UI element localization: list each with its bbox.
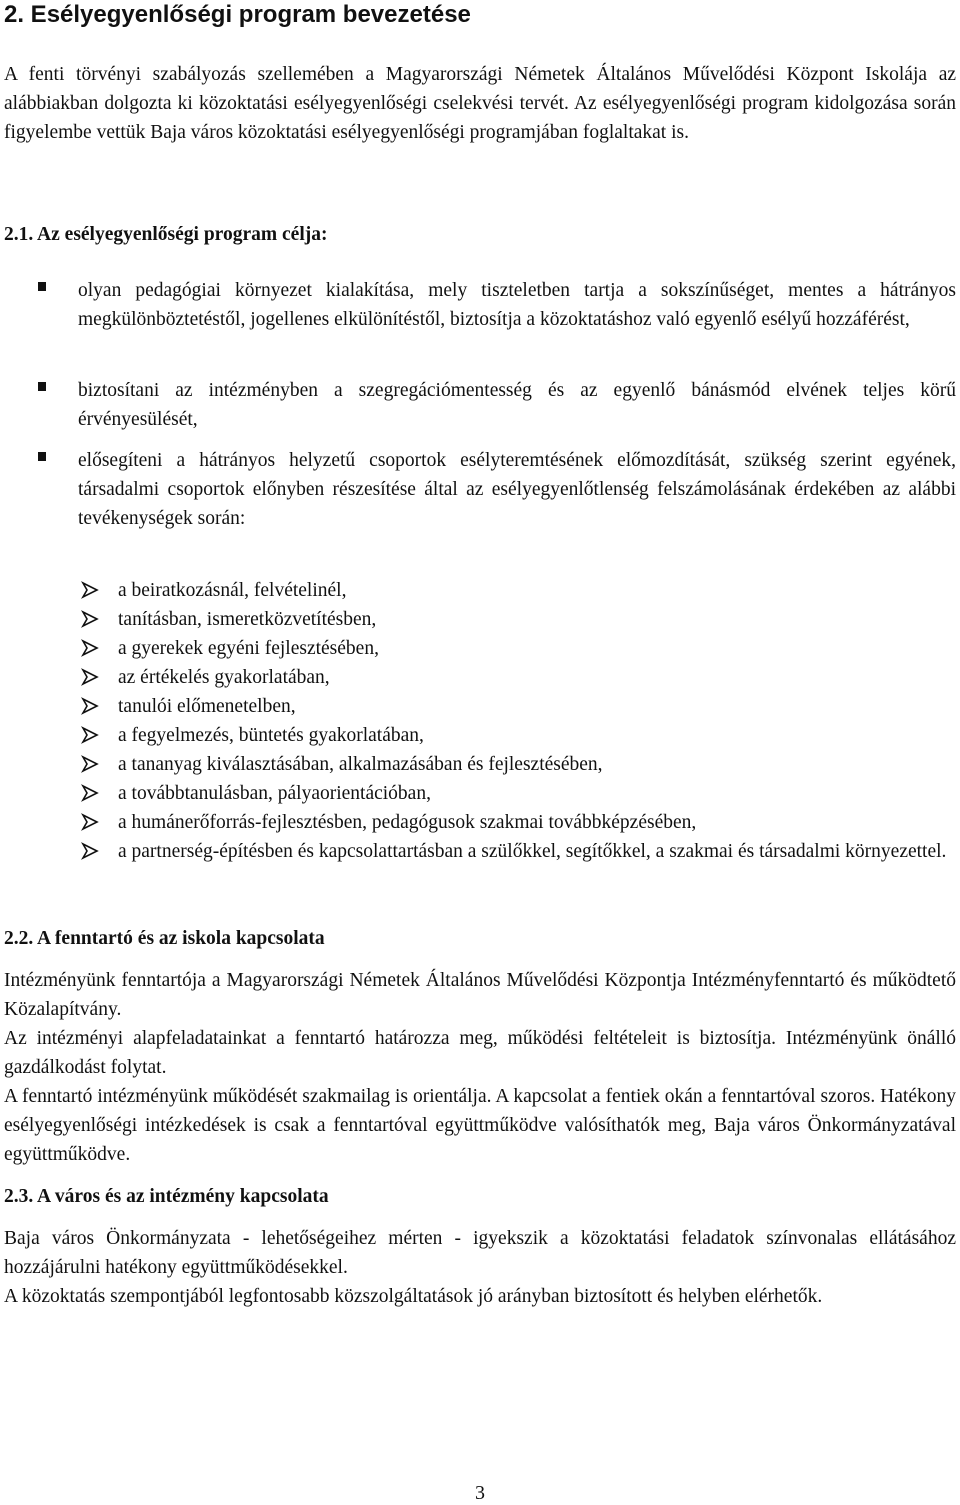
intro-paragraph: A fenti törvényi szabályozás szellemében a Magyarországi Németek Általános Művelődési Központ Iskolája az alábbiakban dolgozta ki közoktatási esélyegyenlőségi cselekvési tervét. Az esélyegyenlőségi program kidolgozása során figyelembe vettük Baja város közoktatási esélyegyenlőségi programjában foglaltakat is. bbox=[4, 64, 956, 143]
goal-item-2: biztosítani az intézményben a szegregációmentesség és az egyenlő bánásmód elvének teljes körű érvényesülését, bbox=[78, 380, 956, 430]
section-2-3-heading: 2.3. A város és az intézmény kapcsolata bbox=[4, 1186, 329, 1207]
city-paragraph-1: Baja város Önkormányzata - lehetőségeihez mérten - igyekszik a közoktatási feladatok színvonalas ellátásához hozzájárulni hatékony együttműködésekkel. bbox=[4, 1228, 956, 1278]
activity-item-5: tanulói előmenetelben, bbox=[118, 696, 296, 717]
arrow-bullet-icon bbox=[80, 783, 100, 803]
arrow-bullet-icon bbox=[80, 725, 100, 745]
activity-item-9: a humánerőforrás-fejlesztésben, pedagógusok szakmai továbbképzésében, bbox=[118, 812, 697, 833]
activity-item-8: a továbbtanulásban, pályaorientációban, bbox=[118, 783, 431, 804]
maintainer-paragraph-1: Intézményünk fenntartója a Magyarországi Németek Általános Művelődési Központja Intézményfenntartó és működtető Közalapítvány. bbox=[4, 970, 956, 1020]
city-paragraph-2: A közoktatás szempontjából legfontosabb közszolgáltatások jó arányban biztosított és helyben elérhetők. bbox=[4, 1286, 823, 1307]
activity-item-7: a tananyag kiválasztásában, alkalmazásában és fejlesztésében, bbox=[118, 754, 603, 775]
arrow-bullet-icon bbox=[80, 754, 100, 774]
arrow-bullet-icon bbox=[80, 667, 100, 687]
maintainer-paragraph-2: Az intézményi alapfeladatainkat a fenntartó határozza meg, működési feltételeit is biztosítja. Intézményünk önálló gazdálkodást folytat. bbox=[4, 1028, 956, 1078]
square-bullet-icon bbox=[38, 452, 46, 461]
section-2-2-heading: 2.2. A fenntartó és az iskola kapcsolata bbox=[4, 928, 325, 949]
square-bullet-icon bbox=[38, 382, 46, 391]
activity-item-6: a fegyelmezés, büntetés gyakorlatában, bbox=[118, 725, 424, 746]
page-number: 3 bbox=[475, 1482, 485, 1504]
activity-item-10: a partnerség-építésben és kapcsolattartásban a szülőkkel, segítőkkel, a szakmai és társadalmi környezettel. bbox=[118, 841, 947, 862]
section-2-1-heading: 2.1. Az esélyegyenlőségi program célja: bbox=[4, 224, 328, 245]
arrow-bullet-icon bbox=[80, 812, 100, 832]
arrow-bullet-icon bbox=[80, 696, 100, 716]
arrow-bullet-icon bbox=[80, 841, 100, 861]
square-bullet-icon bbox=[38, 282, 46, 291]
activity-item-4: az értékelés gyakorlatában, bbox=[118, 667, 330, 688]
arrow-bullet-icon bbox=[80, 638, 100, 658]
page-title: 2. Esélyegyenlőségi program bevezetése bbox=[4, 1, 471, 28]
goal-item-3: elősegíteni a hátrányos helyzetű csoportok esélyteremtésének előmozdítását, szükség szerint egyének, társadalmi csoportok előnyben részesítése által az esélyegyenlőtlenség felszámolásának érdekében az alábbi tevékenységek során: bbox=[78, 450, 956, 529]
activity-item-1: a beiratkozásnál, felvételinél, bbox=[118, 580, 347, 601]
maintainer-paragraph-3: A fenntartó intézményünk működését szakmailag is orientálja. A kapcsolat a fentiek okán a fenntartóval szoros. Hatékony esélyegyenlőségi intézkedések is csak a fenntartóval együttműködve valósíthatók meg, Baja város Önkormányzatával együttműködve. bbox=[4, 1086, 956, 1165]
activity-item-2: tanításban, ismeretközvetítésben, bbox=[118, 609, 377, 630]
arrow-bullet-icon bbox=[80, 580, 100, 600]
arrow-bullet-icon bbox=[80, 609, 100, 629]
goal-item-1: olyan pedagógiai környezet kialakítása, mely tiszteletben tartja a sokszínűséget, mentes a hátrányos megkülönböztetéstől, jogellenes elkülönítéstől, biztosítja a közoktatáshoz való egyenlő esélyű hozzáférést, bbox=[78, 280, 956, 330]
activity-item-3: a gyerekek egyéni fejlesztésében, bbox=[118, 638, 379, 659]
